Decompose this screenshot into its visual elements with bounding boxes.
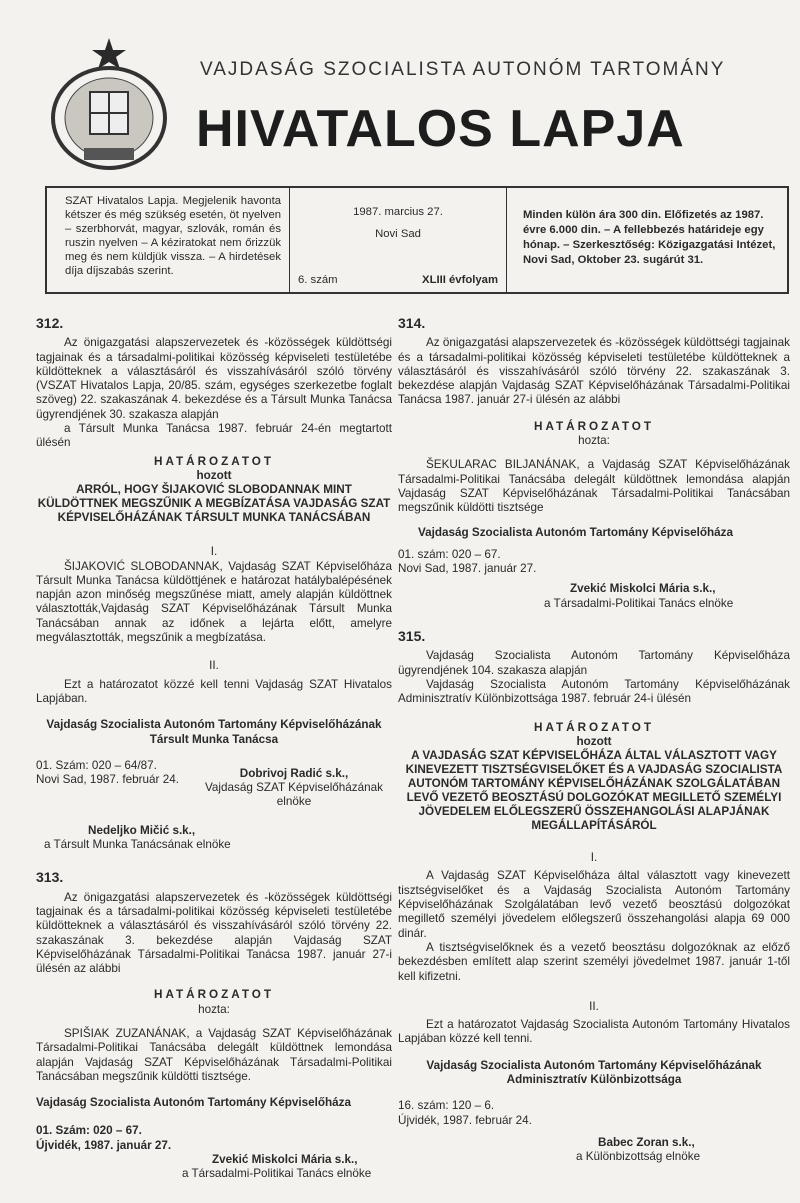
section-text-continued: A tisztségviselőknek és a vezető beosztásu dolgozóknak az előző bekezdésben említett alap szerint személyi jövedelmet 1987. január 1-től kell kifizetni.: [398, 940, 790, 983]
decision-312: [36, 316, 392, 852]
decision-subheading: hozott: [196, 468, 232, 482]
decision-text: SPIŠIAK ZUZANÁNAK, a Vajdaság SZAT Képviselőházának Társadalmi-Politikai Tanácsába delegált küldöttnek lemondása alapján Vajdaság SZAT Képviselőházának Társadalmi-Politikai Tanácsában megszűnik küldötti tisztsége.: [36, 1026, 392, 1083]
decision-heading: HATÁROZATOT: [154, 454, 274, 468]
place-date: Újvidék, 1987. január 27.: [36, 1138, 172, 1152]
issuer: Vajdaság Szocialista Autonóm Tartomány Képviselőházának: [426, 1058, 762, 1072]
issuer: Vajdaság Szocialista Autonóm Tartomány Képviselőháza: [36, 1096, 352, 1110]
issuer: Vajdaság Szocialista Autonóm Tartomány Képviselőházának: [46, 718, 382, 732]
signatory-role: elnöke: [276, 795, 312, 809]
signature-block: [36, 759, 392, 810]
volume-number: XLIII évfolyam: [422, 274, 498, 286]
place-date: Újvidék, 1987. február 24.: [398, 1113, 532, 1127]
left-column: [36, 316, 392, 1182]
section-text: A Vajdaság SZAT Képviselőháza által választott vagy kinevezett tisztségviselőket és a Vajdaság Szocialista Autonóm Tartomány Képviselőházának Szolgálatában levő vezető beosztású dolgozókat megillető személyi jövedelem előlegszerű összehangolási alapja 69 000 dinár.: [398, 869, 790, 940]
signatory-name: Babec Zoran s.k.,: [598, 1135, 695, 1149]
masthead-subtitle: VAJDASÁG SZOCIALISTA AUTONÓM TARTOMÁNY: [200, 59, 726, 80]
place-date: Novi Sad, 1987. február 24.: [36, 773, 179, 787]
section-text: ŠIJAKOVIĆ SLOBODANNAK, Vajdaság SZAT Képviselőháza Társult Munka Tanácsa küldöttjének e határozat hatálybalépésének napján azon minőség megszűnése miatt, amely alapján küldöttnek választották,Vajdaság SZAT Képviselőházának Társult Munka Tanácsában annak az időnek a lejárta előtt, amelyre megválasztották, megszűnik a megbízatása.: [36, 559, 392, 645]
issue-number: 6. szám: [298, 274, 338, 286]
signatory-role: Vajdaság SZAT Képviselőházának: [204, 781, 383, 795]
decision-subheading: hozta:: [578, 434, 610, 448]
place-date: Novi Sad, 1987. január 27.: [398, 562, 537, 576]
section-text: Ezt a határozatot Vajdaság Szocialista Autonóm Tartomány Hivatalos Lapjában közzé kell tenni.: [398, 1018, 790, 1046]
signatory-role: a Társadalmi-Politikai Tanács elnöke: [544, 596, 734, 610]
preamble-continued: a Társult Munka Tanácsa 1987. február 24-én megtartott ülésén: [36, 422, 392, 450]
signatory-role: a Különbizottság elnöke: [576, 1150, 701, 1164]
decision-314: [398, 316, 790, 611]
right-column: [398, 316, 790, 1164]
decision-313: [36, 870, 392, 1181]
publication-info: SZAT Hivatalos Lapja. Megjelenik havonta kétszer és még szükség esetén, öt nyelven – szerbhorvát, magyar, szlovák, román és ruszin nyelven – A kéziratokat nem őrizzük meg és nem küldjük vissza. – A hirdetések díja díjszabás szerint.: [47, 188, 290, 292]
preamble: Az önigazgatási alapszervezetek és -közösségek küldöttségi tagjainak és a társadalmi-politikai közösség képviseleti testületébe küldötteknek a választásáról és visszahívásáról szóló törvény 22. szakaszának 3. bekezdése alapján Vajdaság SZAT Képviselőházának Társadalmi-Politikai Tanácsa 1987. január 27-i ülésén az alábbi: [398, 336, 790, 407]
preamble: Vajdaság Szocialista Autonóm Tartomány Képviselőháza ügyrendjének 104. szakasza alapján: [398, 649, 790, 677]
issuer-continued: Társult Munka Tanácsa: [149, 732, 279, 746]
decision-subheading: hozta:: [198, 1002, 230, 1016]
reference-number: 01. Szám: 020 – 67.: [36, 1124, 142, 1138]
coat-of-arms-emblem: [48, 38, 170, 172]
preamble: Az önigazgatási alapszervezetek és -közösségek küldöttségi tagjainak és a társadalmi-politikai közösség képviseleti testületébe küldötteknek a választásáról és visszahívásáról szóló törvény 22. szakaszának 3. bekezdése alapján Vajdaság SZAT Képviselőházának Társadalmi-Politikai Tanácsa 1987. január 27-i ülésén az alábbi: [36, 890, 392, 976]
signatory-name: Nedeljko Mičić s.k.,: [88, 823, 196, 837]
decision-subheading: hozott: [576, 734, 612, 748]
decision-number: 315.: [398, 628, 426, 645]
signatory-name: Zvekić Miskolci Mária s.k.,: [212, 1153, 358, 1167]
signatory-role: a Társult Munka Tanácsának elnöke: [44, 838, 231, 852]
reference-number: 01. szám: 020 – 67.: [398, 547, 501, 561]
signatory-name: Zvekić Miskolci Mária s.k.,: [570, 582, 716, 596]
decision-heading: HATÁROZATOT: [534, 419, 654, 433]
subscription-info: Minden külön ára 300 din. Előfizetés az 1987. évre 6.000 din. – A fellebbezés határideje egy hónap. – Szerkesztőség: Közigazgatási Intézet, Novi Sad, Oktober 23. sugárút 31.: [523, 209, 776, 266]
decision-number: 313.: [36, 869, 64, 886]
issue-info: [290, 188, 507, 292]
section-text: Ezt a határozatot közzé kell tenni Vajdaság SZAT Hivatalos Lapjában.: [36, 677, 392, 705]
issuer: Vajdaság Szocialista Autonóm Tartomány Képviselőháza: [418, 525, 734, 539]
decision-title: ARRÓL, HOGY ŠIJAKOVIĆ SLOBODANNAK MINT KÜLDÖTTNEK MEGSZŰNIK A MEGBÍZATÁSA VAJDASÁG SZAT KÉPVISELŐHÁZÁNAK TÁRSULT MUNKA TANÁCSÁBAN: [37, 483, 391, 525]
masthead-title: HIVATALOS LAPJA: [196, 100, 685, 158]
section-number: II.: [589, 999, 599, 1013]
decision-title: A VAJDASÁG SZAT KÉPVISELŐHÁZA ÁLTAL VÁLASZTOTT VAGY KINEVEZETT TISZTSÉGVISELŐKET ÉS A VAJDASÁG SZOCIALISTA AUTONÓM TARTOMÁNY KÉPVISELŐHÁZÁNAK SZOLGÁLATÁBAN LEVŐ VEZETŐ BEOSZTÁSÚ DOLGOZÓKAT MEGILLETŐ SZEMÉLYI JÖVEDELEM ELŐLEGSZERŰ ÖSSZEHANGOLÁSI ALAPJÁNAK MEGÁLLAPÍTÁSÁRÓL: [405, 749, 783, 833]
decision-number: 314.: [398, 315, 426, 331]
info-box: [45, 186, 789, 294]
signatory-name: Dobrivoj Radić s.k.,: [239, 766, 349, 780]
decision-315: [398, 629, 790, 1164]
signatory-role: a Társadalmi-Politikai Tanács elnöke: [182, 1167, 372, 1181]
decision-text: ŠEKULARAC BILJANÁNAK, a Vajdaság SZAT Képviselőházának Társadalmi-Politikai Tanácsába delegált küldöttnek lemondása alapján Vajdaság SZAT Képviselőházának Társadalmi-Politikai Tanácsában megszűnik küldötti tisztsége: [398, 458, 790, 515]
section-number: II.: [209, 659, 219, 673]
reference-number: 01. Szám: 020 – 64/87.: [36, 758, 157, 772]
reference-number: 16. szám: 120 – 6.: [398, 1099, 495, 1113]
decision-number: 312.: [36, 315, 64, 331]
decision-heading: HATÁROZATOT: [534, 720, 654, 734]
preamble: Az önigazgatási alapszervezetek és -közösségek küldöttségi tagjainak és a társadalmi-politikai közösség képviseleti testületébe küldötteknek a választásáról és visszahívásáról szóló törvény (VSZAT Hivatalos Lapja, 20/85. szám, egységes szerkezetbe foglalt szöveg) 22. szakaszának 4. bekezdése és a Társult Munka Tanácsa ügyrendjének 30. szakasza alapján: [36, 336, 392, 421]
issuer-continued: Adminisztratív Különbizottsága: [506, 1072, 682, 1086]
issue-date: 1987. marcius 27.: [353, 206, 443, 218]
section-number: I.: [210, 545, 218, 559]
decision-heading: HATÁROZATOT: [154, 988, 274, 1002]
section-number: I.: [590, 851, 598, 865]
preamble-continued: Vajdaság Szocialista Autonóm Tartomány Képviselőházának Adminisztratív Különbizottsága 1987. február 24-i ülésén: [398, 677, 790, 706]
issue-place: Novi Sad: [375, 228, 421, 240]
